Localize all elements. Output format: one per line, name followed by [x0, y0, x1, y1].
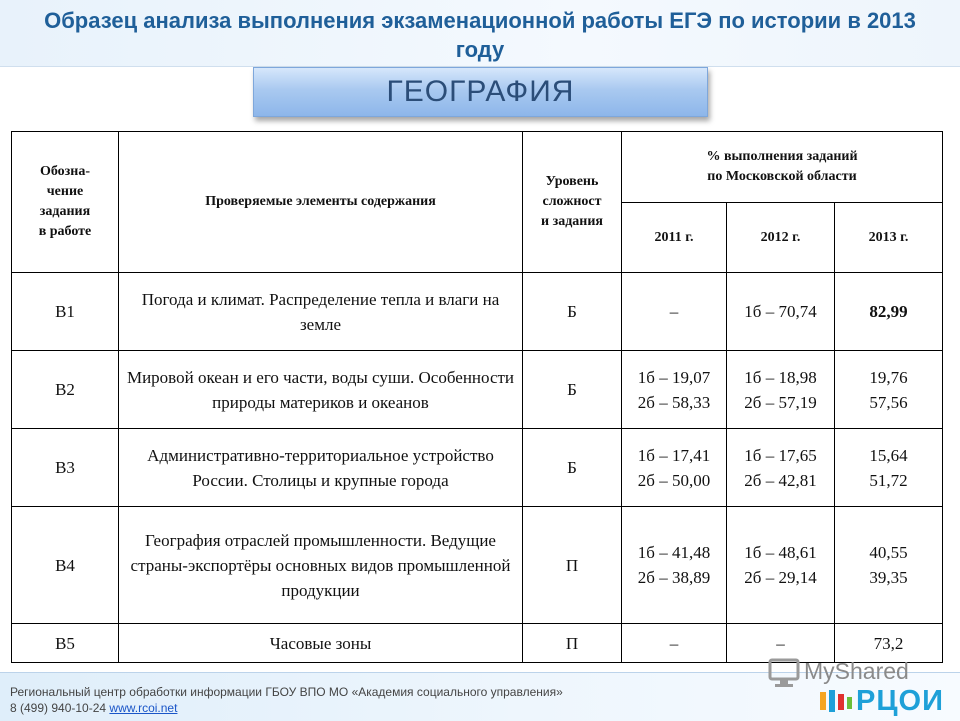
page-title — [10, 6, 950, 64]
footer-website-link[interactable]: www.rcoi.net — [109, 701, 178, 715]
value-2013: 40,55 39,35 — [835, 507, 943, 624]
table-row — [12, 507, 943, 624]
value-2011: – — [622, 273, 727, 351]
page-title-line-2: году — [455, 37, 505, 62]
header-task-code: Обозна- чение задания в работе — [12, 132, 119, 273]
value-2011: 1б – 41,48 2б – 38,89 — [622, 507, 727, 624]
header-bar — [0, 0, 960, 67]
value-2011: 1б – 19,07 2б – 58,33 — [622, 351, 727, 429]
page-title-line-1: Образец анализа выполнения экзаменационной работы ЕГЭ по истории в 2013 — [44, 8, 916, 33]
value-2012: 1б – 48,61 2б – 29,14 — [727, 507, 835, 624]
results-table — [11, 131, 943, 663]
task-code: В2 — [12, 351, 119, 429]
rcoi-label: РЦОИ — [856, 685, 944, 717]
value-2013: 73,2 — [835, 624, 943, 663]
task-level: Б — [523, 351, 622, 429]
task-level: П — [523, 507, 622, 624]
task-code: В4 — [12, 507, 119, 624]
rcoi-logo-icon — [818, 688, 854, 716]
task-content: Часовые зоны — [119, 624, 523, 663]
task-content: Административно-территориальное устройство России. Столицы и крупные города — [119, 429, 523, 507]
header-year-2012: 2012 г. — [727, 203, 835, 273]
task-content: Мировой океан и его части, воды суши. Особенности природы материков и океанов — [119, 351, 523, 429]
table-row — [12, 273, 943, 351]
value-2013: 82,99 — [835, 273, 943, 351]
value-2013: 19,76 57,56 — [835, 351, 943, 429]
task-content: Погода и климат. Распределение тепла и влаги на земле — [119, 273, 523, 351]
header-year-2011: 2011 г. — [622, 203, 727, 273]
rcoi-logo — [818, 685, 958, 718]
value-2011: 1б – 17,41 2б – 50,00 — [622, 429, 727, 507]
header-year-2013: 2013 г. — [835, 203, 943, 273]
table-row — [12, 429, 943, 507]
subject-badge: ГЕОГРАФИЯ — [253, 67, 708, 117]
monitor-icon — [768, 658, 800, 688]
header-content: Проверяемые элементы содержания — [119, 132, 523, 273]
myshared-watermark — [768, 656, 928, 688]
task-code: В5 — [12, 624, 119, 663]
footer-organization: Региональный центр обработки информации ГБОУ ВПО МО «Академия социального управления» — [10, 685, 563, 699]
task-content: География отраслей промышленности. Ведущие страны-экспортёры основных видов промышленной продукции — [119, 507, 523, 624]
footer-contacts — [10, 701, 177, 715]
task-level: Б — [523, 429, 622, 507]
value-2012: – — [727, 624, 835, 663]
value-2012: 1б – 18,98 2б – 57,19 — [727, 351, 835, 429]
task-code: В1 — [12, 273, 119, 351]
task-code: В3 — [12, 429, 119, 507]
value-2012: 1б – 17,65 2б – 42,81 — [727, 429, 835, 507]
value-2013: 15,64 51,72 — [835, 429, 943, 507]
value-2012: 1б – 70,74 — [727, 273, 835, 351]
footer-phone: 8 (499) 940-10-24 — [10, 701, 107, 715]
myshared-label: MyShared — [804, 658, 909, 684]
header-percent: % выполнения заданий по Московской области — [622, 132, 943, 203]
value-2011: – — [622, 624, 727, 663]
task-level: П — [523, 624, 622, 663]
task-level: Б — [523, 273, 622, 351]
header-difficulty: Уровень сложност и задания — [523, 132, 622, 273]
table-row — [12, 351, 943, 429]
